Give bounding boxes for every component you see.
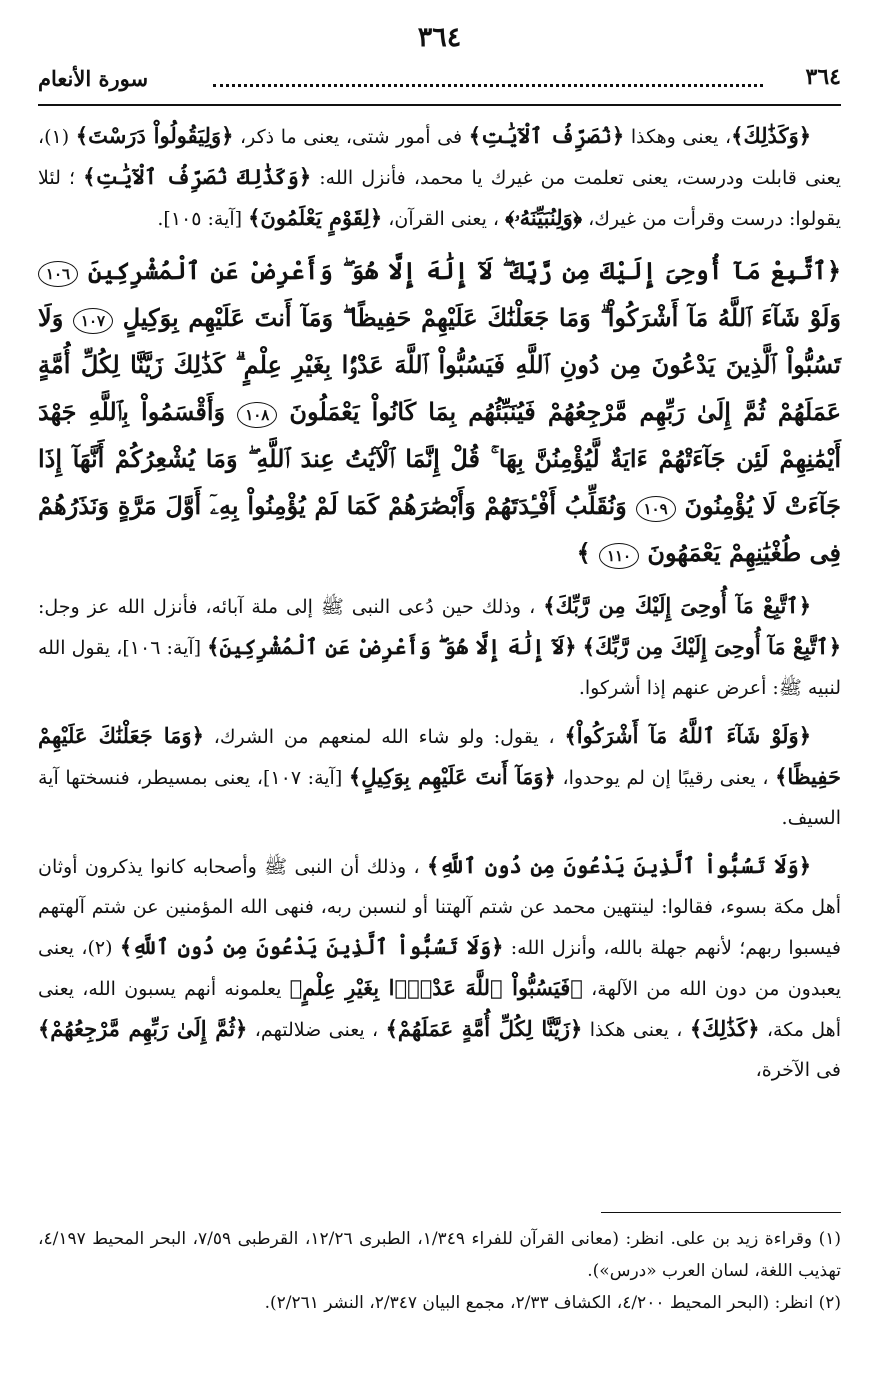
quran-quote: ﴿نُصَرِّفُ ٱلْآيَٰتِ﴾ (468, 123, 625, 148)
verse-text: ﴿ٱتَّبِعْ مَآ أُوحِىَ إِلَيْكَ مِن رَّبِّكَ ۖ لَآ إِلَٰهَ إِلَّا هُوَ ۖ وَأَعْرِضْ عَنِ ٱلْمُشْرِكِينَ (87, 256, 842, 285)
verse-number-marker: ١٠٧ (73, 308, 113, 334)
quran-quote: ﴿وَكَذَٰلِكَ نُصَرِّفُ ٱلْآيَٰتِ﴾ (83, 164, 312, 189)
quran-quote: ﴿وَلِيَقُولُواْ دَرَسْتَ﴾ (75, 123, 234, 148)
running-header (38, 64, 841, 106)
quran-quote: ﴿وَلَا تَسُبُّواْ ٱلَّذِينَ يَدْعُونَ مِن دُونِ ٱللَّهِ﴾ (119, 934, 504, 959)
quran-quote: ﴿لِقَوْمٍ يَعْلَمُونَ﴾ (248, 205, 383, 230)
commentary-text: ؛ لئلا يقولوا: درست وقرأت من غيرك، (38, 167, 841, 230)
commentary-paragraph-1 (38, 116, 841, 239)
commentary-text: ، وذلك حين دُعى النبى ﷺ إلى ملة آبائه، فأنزل الله عز وجل: (38, 596, 544, 618)
footnote-separator (601, 1212, 841, 1213)
footnote-1: (١) وقراءة زيد بن على. انظر: (معانى القرآن للفراء ١/٣٤٩، الطبرى ١٢/٢٦، القرطبى ٧/٥٩، البحر المحيط ٤/١٩٧، تهذيب اللغة، لسان العرب «درس»). (38, 1229, 841, 1281)
commentary-text: [آية: ١٠٥]. (157, 208, 249, 230)
commentary-text: (٢)، يعنى يعبدون من دون الله من الآلهة، (38, 937, 842, 1000)
commentary-paragraph-4 (38, 846, 841, 1090)
commentary-text: ، وذلك أن النبى ﷺ وأصحابه كانوا يذكرون أوثان أهل مكة بسوء، فقالوا: لينتهين محمد عن شتم آلهتنا أو لنسبن ربه، فنهى الله المؤمنين عن شتم آلهتهم فيسبوا ربهم؛ لأنهم جهلة بالله، وأنزل الله: (38, 856, 842, 959)
verse-number-marker: ١١٠ (599, 543, 639, 569)
verse-close-bracket: ﴾ (576, 538, 591, 567)
verse-text: وَأَقْسَمُواْ بِٱللَّهِ جَهْدَ أَيْمَٰنِهِمْ لَئِن جَآءَتْهُمْ ءَايَةٌ لَّيُؤْمِنُنَّ بِهَا ۚ قُلْ إِنَّمَا ٱلْآيَٰتُ عِندَ ٱللَّهِ ۖ وَمَا يُشْعِرُكُمْ أَنَّهَآ إِذَا جَآءَتْ لَا يُؤْمِنُونَ (38, 397, 842, 520)
commentary-text: ، يعنى هكذا (582, 1019, 690, 1041)
quran-quote: ﴿ٱتَّبِعْ مَآ أُوحِىَ إِلَيْكَ مِن رَّبِّكَ﴾ (582, 634, 841, 659)
commentary-text: ، يقول: ولو شاء الله لمنعهم من الشرك، (203, 726, 565, 748)
quran-quote: ﴿وَمَا جَعَلْنَٰكَ عَلَيْهِمْ حَفِيظًا﴾ (38, 723, 841, 789)
verse-text: وَنُقَلِّبُ أَفْـِٔدَتَهُمْ وَأَبْصَٰرَهُمْ كَمَا لَمْ يُؤْمِنُواْ بِهِۦٓ أَوَّلَ مَرَّةٍ وَنَذَرُهُمْ فِى طُغْيَٰنِهِمْ يَعْمَهُونَ (38, 491, 841, 567)
quran-quote: ﴿وَلَا تَسُبُّواْ ٱلَّذِينَ يَدْعُونَ مِن دُونِ ٱللَّهِ﴾ (427, 853, 811, 878)
quran-quote: ﴿وَلَوْ شَآءَ ٱللَّهُ مَآ أَشْرَكُواْ﴾ (564, 723, 812, 748)
commentary-text: يعلمونه أنهم يسبون الله، يعنى أهل مكة، (38, 978, 841, 1041)
quran-verse-block (38, 247, 841, 576)
commentary-paragraph-2 (38, 586, 841, 708)
commentary-text: (١)، يعنى قابلت ودرست، يعنى تعلمت من غيرك يا محمد، فأنزل الله: (38, 126, 841, 189)
footnotes (38, 1212, 841, 1319)
verse-text: وَلَوْ شَآءَ ٱللَّهُ مَآ أَشْرَكُواْ ۗ وَمَا جَعَلْنَٰكَ عَلَيْهِمْ حَفِيظًا ۖ وَمَآ أَنتَ عَلَيْهِم بِوَكِيلٍ (122, 303, 842, 332)
commentary-text: ، يعنى وهكذا (624, 126, 732, 148)
verse-text: وَلَا تَسُبُّواْ ٱلَّذِينَ يَدْعُونَ مِن دُونِ ٱللَّهِ فَيَسُبُّواْ ٱللَّهَ عَدْوًۢا بِغَيْرِ عِلْمٍ ۗ كَذَٰلِكَ زَيَّنَّا لِكُلِّ أُمَّةٍ عَمَلَهُمْ ثُمَّ إِلَىٰ رَبِّهِم مَّرْجِعُهُمْ فَيُنَبِّئُهُم بِمَا كَانُواْ يَعْمَلُونَ (38, 303, 842, 426)
commentary-text: فى أمور شتى، يعنى ما ذكر، (233, 126, 469, 148)
verse-number-marker: ١٠٦ (38, 261, 78, 287)
quran-quote: ﴿وَمَآ أَنتَ عَلَيْهِم بِوَكِيلٍ﴾ (348, 764, 556, 789)
commentary-text: [آية: ١٠٦]، يقول الله لنبيه ﷺ: أعرض عنهم إذا أشركوا. (38, 637, 841, 699)
quran-quote: ﴿كَذَٰلِكَ﴾ (689, 1016, 760, 1041)
commentary-text: ، يعنى ضلالتهم، (247, 1019, 386, 1041)
commentary-text: ، يعنى رقيبًا إن لم يوحدوا، (555, 767, 776, 789)
verse-number-marker: ١٠٩ (636, 496, 676, 522)
quran-quote: ﴿ثُمَّ إِلَىٰ رَبِّهِم مَّرْجِعُهُمْ﴾ (38, 1016, 248, 1041)
footnote-2: (٢) انظر: (البحر المحيط ٤/٢٠٠، الكشاف ٢/٣٣، مجمع البيان ٢/٣٤٧، النشر ٢/٢٦١). (264, 1293, 841, 1313)
quran-quote: ﴿وَلِنُبَيِّنَهُۥ﴾ (505, 205, 583, 230)
page-number-top: ٣٦٤ (417, 22, 462, 53)
surah-title: سورة الأنعام (38, 66, 149, 91)
commentary-text: [آية: ١٠٧]، يعنى بمسيطر، فنسختها آية السيف. (38, 767, 841, 829)
commentary-text: فى الآخرة، (755, 1059, 841, 1081)
commentary-text: ، يعنى القرآن، (382, 208, 506, 230)
quran-quote: ﴿فَيَسُبُّواْ ٱللَّهَ عَدْوًۢا بِغَيْرِ عِلْمٍ﴾ (289, 975, 583, 1000)
quran-quote: ﴿لَآ إِلَٰهَ إِلَّا هُوَ ۖ وَأَعْرِضْ عَنِ ٱلْمُشْرِكِينَ﴾ (207, 634, 577, 659)
quran-quote: ﴿زَيَّنَّا لِكُلِّ أُمَّةٍ عَمَلَهُمْ﴾ (385, 1016, 583, 1041)
header-page-number: ٣٦٤ (805, 64, 841, 90)
main-text (38, 116, 841, 1098)
commentary-paragraph-3 (38, 716, 841, 838)
quran-quote: ﴿ٱتَّبِعْ مَآ أُوحِىَ إِلَيْكَ مِن رَّبِّكَ﴾ (543, 593, 812, 618)
header-dotted-leader (213, 84, 763, 87)
quran-quote: ﴿وَكَذَٰلِكَ﴾ (731, 123, 812, 148)
verse-number-marker: ١٠٨ (237, 402, 277, 428)
